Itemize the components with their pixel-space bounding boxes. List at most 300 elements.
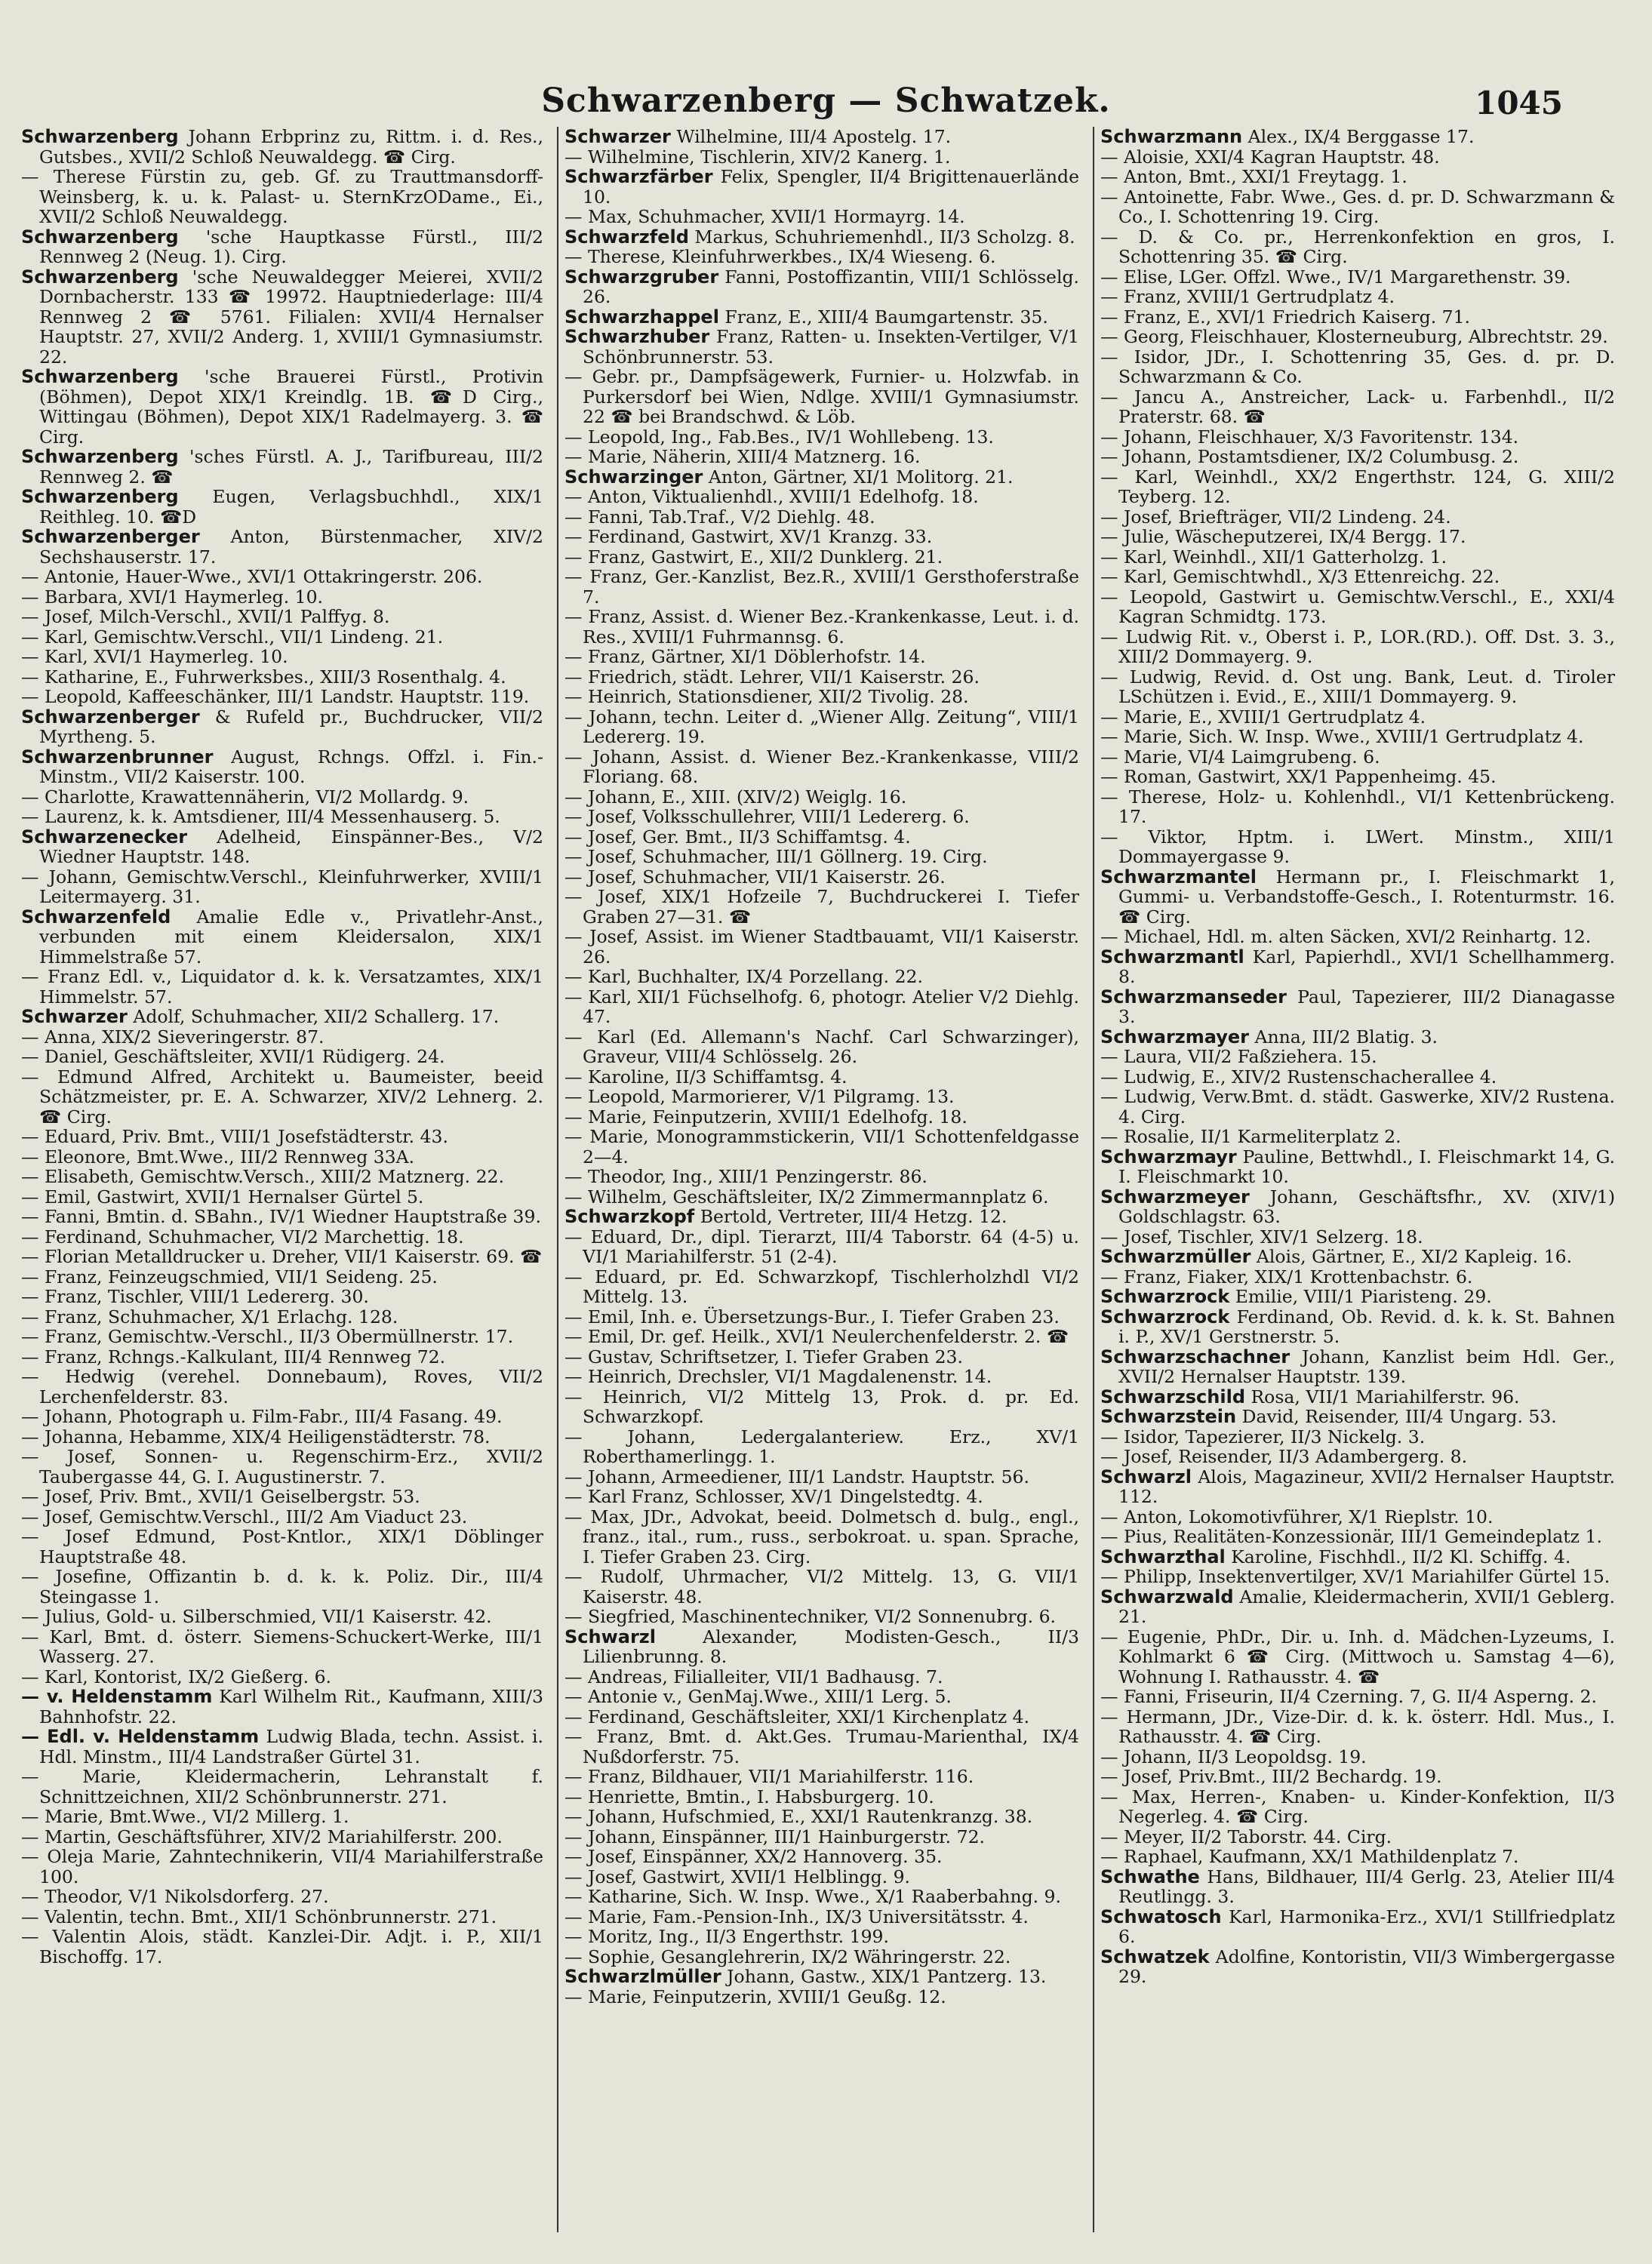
entry-surname: Schwatzek [1100,1946,1210,1967]
entry-details: — Friedrich, städt. Lehrer, VII/1 Kaiserstr. 26. [565,666,980,688]
entry-details: Alois, Magazineur, XVII/2 Hernalser Hauptstr. 112. [1118,1466,1615,1507]
entry-details: — Meyer, II/2 Taborstr. 44. Cirg. [1100,1826,1392,1847]
entry-details: — Gebr. pr., Dampfsägewerk, Furnier- u. Holzwfab. in Purkersdorf bei Wien, Ndlge. XVIII/1 Gymnasiumstr. 22 ☎ bei Brandschwd. & Löb. [565,366,1079,427]
entry-details: — Leopold, Marmorierer, V/1 Pilgramg. 13. [565,1086,955,1107]
entry-details: Anton, Bürstenmacher, XIV/2 Sechshauserstr. 17. [39,526,543,568]
directory-entry [1100,1527,1615,1547]
entry-details: — Marie, Feinputzerin, XVIII/1 Edelhofg. 18. [565,1106,968,1127]
entry-details: 'sche Neuwaldegger Meierei, XVII/2 Dornbacherstr. 133 ☎ 19972. Hauptniederlage: III/4 Rennweg 2 ☎ 5761. Filialen: XVII/4 Hernalser Hauptstr. 27, XVII/2 Anderg. 1, XVIII/1 Gymnasiumstr. 22. [39,266,543,368]
directory-entry [21,707,543,747]
entry-surname: Schwatosch [1100,1906,1222,1927]
directory-entry [1100,1027,1615,1047]
directory-entry [1100,1387,1615,1407]
entry-details: — Anton, Lokomotivführer, X/1 Rieplstr. 10. [1100,1506,1494,1527]
directory-entry [565,1907,1079,1927]
directory-entry [1100,427,1615,448]
directory-entry [1100,787,1615,827]
directory-entry [565,1467,1079,1487]
entry-surname: Schwarzl [565,1626,656,1647]
entry-details: Paul, Tapezierer, III/2 Dianagasse 3. [1118,986,1615,1027]
entry-details: — Heinrich, Stationsdiener, XII/2 Tivolig. 28. [565,686,969,707]
entry-details: — Karl, Gemischtw.Verschl., VII/1 Lindeng. 21. [21,626,444,648]
entry-details: — Johanna, Hebamme, XIX/4 Heiligenstädterstr. 78. [21,1426,491,1447]
entry-details: Amalie, Kleidermacherin, XVII/1 Geblerg. 21. [1118,1586,1615,1627]
entry-details: — Ferdinand, Gastwirt, XV/1 Kranzg. 33. [565,526,933,547]
directory-entry [565,487,1079,507]
directory-entry [1100,1467,1615,1507]
entry-details: — Aloisie, XXI/4 Kagran Hauptstr. 48. [1100,146,1440,168]
entry-surname: Schwarzenberg [21,446,179,467]
entry-details: — Karl, XII/1 Füchselhofg. 6, photogr. Atelier V/2 Diehlg. 47. [565,986,1079,1027]
entry-surname: — v. Heldenstamm [21,1686,213,1707]
directory-entry [21,167,543,227]
entry-details: — Marie, Sich. W. Insp. Wwe., XVIII/1 Gertrudplatz 4. [1100,726,1584,747]
directory-entry [21,1047,543,1067]
entry-details: — Florian Metalldrucker u. Dreher, VII/1 Kaiserstr. 69. ☎ [21,1246,543,1267]
entry-surname: Schwarzrock [1100,1286,1230,1307]
directory-entry [1100,507,1615,528]
directory-entry [565,1927,1079,1947]
entry-details: — Ludwig Rit. v., Oberst i. P., LOR.(RD.). Off. Dst. 3. 3., XIII/2 Dommayerg. 9. [1100,626,1615,667]
entry-details: — Elisabeth, Gemischtw.Versch., XIII/2 Matznerg. 22. [21,1166,504,1187]
directory-entry [21,1767,543,1807]
entry-details: — Josef, Priv.Bmt., III/2 Bechardg. 19. [1100,1766,1442,1787]
entry-surname: Schwarzmeyer [1100,1186,1250,1207]
directory-entry [21,1687,543,1727]
directory-entry [21,1907,543,1927]
directory-entry [1100,1907,1615,1947]
entry-details: Fanni, Postoffizantin, VIII/1 Schlösselg. 26. [583,266,1079,307]
directory-entry [565,127,1079,147]
entry-details: Pauline, Bettwhdl., I. Fleischmarkt 14, G. I. Fleischmarkt 10. [1118,1146,1615,1187]
entry-details: — Marie, Fam.-Pension-Inh., IX/3 Universitätsstr. 4. [565,1906,1029,1927]
entry-surname: Schwarzenbrunner [21,746,214,767]
directory-entry [1100,1707,1615,1747]
directory-entry [1100,727,1615,747]
directory-entry [565,867,1079,887]
directory-entry [1100,1787,1615,1827]
entry-surname: Schwarzer [21,1006,128,1027]
directory-entry [565,247,1079,267]
directory-entry [1100,147,1615,168]
entry-details: Karoline, Fischhdl., II/2 Kl. Schiffg. 4. [1231,1546,1571,1567]
entry-details: — Ferdinand, Geschäftsleiter, XXI/1 Kirchenplatz 4. [565,1706,1030,1727]
entry-details: — Wilhelmine, Tischlerin, XIV/2 Kanerg. 1. [565,146,951,168]
entry-details: Adelheid, Einspänner-Bes., V/2 Wiedner Hauptstr. 148. [39,826,543,867]
directory-entry [1100,327,1615,347]
directory-entry [21,1147,543,1167]
entry-details: — Johann, Armeediener, III/1 Landstr. Hauptstr. 56. [565,1466,1029,1487]
directory-column-2 [557,127,1079,2232]
directory-entry [1100,827,1615,867]
entry-details: — Johann, techn. Leiter d. „Wiener Allg. Zeitung“, VIII/1 Ledererg. 19. [565,706,1079,747]
entry-details: — Valentin Alois, städt. Kanzlei-Dir. Adjt. i. P., XII/1 Bischoffg. 17. [21,1926,543,1967]
directory-entry [21,1567,543,1607]
entry-details: Karl Wilhelm Rit., Kaufmann, XIII/3 Bahnhofstr. 22. [39,1686,543,1727]
directory-entry [1100,1847,1615,1867]
directory-entry [565,1967,1079,1987]
entry-details: — Franz, Tischler, VIII/1 Ledererg. 30. [21,1286,369,1307]
entry-details: — Josefine, Offizantin b. d. k. k. Poliz. Dir., III/4 Steingasse 1. [21,1566,543,1607]
entry-details: Johann, Gastw., XIX/1 Pantzerg. 13. [727,1966,1047,1987]
directory-entry [1100,1087,1615,1127]
directory-entry [1100,1587,1615,1627]
entry-surname: Schwarzenberg [21,226,179,248]
entry-surname: Schwarzschachner [1100,1346,1291,1367]
directory-entry [21,267,543,368]
entry-surname: Schwarzfärber [565,166,713,187]
entry-details: — Edmund Alfred, Architekt u. Baumeister, beeid Schätzmeister, pr. E. A. Schwarzer, XIV/2 Lehnerg. 2. ☎ Cirg. [21,1066,543,1127]
entry-details: — Daniel, Geschäftsleiter, XVII/1 Rüdigerg. 24. [21,1046,445,1067]
entry-details: Emilie, VIII/1 Piaristeng. 29. [1235,1286,1492,1307]
directory-entry [21,827,543,867]
entry-details: Hans, Bildhauer, III/4 Gerlg. 23, Atelier III/4 Reutlingg. 3. [1118,1866,1615,1907]
entry-details: Markus, Schuhriemenhdl., II/3 Scholzg. 8. [694,226,1075,248]
entry-surname: Schwarzenberg [21,486,179,507]
entry-details: — Antonie, Hauer-Wwe., XVI/1 Ottakringerstr. 206. [21,566,483,587]
entry-details: — Emil, Gastwirt, XVII/1 Hernalser Gürtel 5. [21,1186,424,1207]
directory-entry [1100,1627,1615,1687]
entry-details: Johann, Geschäftsfhr., XV. (XIV/1) Goldschlagstr. 63. [1118,1186,1615,1227]
entry-details: — Viktor, Hptm. i. LWert. Minstm., XIII/1 Dommayergasse 9. [1100,826,1615,867]
entry-details: — Julie, Wäscheputzerei, IX/4 Bergg. 17. [1100,526,1466,547]
directory-entry [1100,1147,1615,1187]
entry-details: — Katharine, E., Fuhrwerksbes., XIII/3 Rosenthalg. 4. [21,666,506,688]
entry-details: — Johann, Einspänner, III/1 Hainburgerstr. 72. [565,1826,985,1847]
entry-surname: Schwarzenfeld [21,906,171,927]
directory-entry [21,1427,543,1447]
entry-details: Rosa, VII/1 Mariahilferstr. 96. [1251,1386,1520,1407]
entry-details: — Marie, Monogrammstickerin, VII/1 Schottenfeldgasse 2—4. [565,1126,1079,1167]
entry-details: Eugen, Verlagsbuchhdl., XIX/1 Reithleg. 10. ☎D [39,486,543,528]
entry-surname: Schwathe [1100,1866,1200,1887]
entry-surname: Schwarzmantl [1100,946,1244,967]
entry-details: — Pius, Realitäten-Konzessionär, III/1 Gemeindeplatz 1. [1100,1526,1602,1547]
entry-details: 'sche Hauptkasse Fürstl., III/2 Rennweg 2 (Neug. 1). Cirg. [39,226,543,267]
entry-details: — Josef, Schuhmacher, VII/1 Kaiserstr. 26. [565,866,946,887]
directory-entry [565,1067,1079,1087]
page-number: 1045 [1475,85,1563,122]
entry-details: — Karl Franz, Schlosser, XV/1 Dingelstedtg. 4. [565,1486,983,1507]
entry-details: — Hermann, JDr., Vize-Dir. d. k. k. österr. Hdl. Mus., I. Rathausstr. 4. ☎ Cirg. [1100,1706,1615,1747]
directory-entry [1100,1747,1615,1767]
directory-entry [565,1847,1079,1867]
directory-entry [565,1607,1079,1627]
entry-surname: Schwarzlmüller [565,1966,721,1987]
directory-entry [565,567,1079,607]
directory-entry [1100,1867,1615,1907]
entry-details: — Johann, Hufschmied, E., XXI/1 Rautenkranzg. 38. [565,1806,1033,1827]
entry-details: — Josef, Gemischtw.Verschl., III/2 Am Viaduct 23. [21,1506,468,1527]
directory-entry [565,427,1079,448]
directory-entry [565,1267,1079,1307]
entry-details: — Siegfried, Maschinentechniker, VI/2 Sonnenubrg. 6. [565,1606,1057,1627]
entry-details: — Marie, VI/4 Laimgrubeng. 6. [1100,746,1380,767]
entry-details: Alex., IX/4 Berggasse 17. [1247,127,1475,147]
entry-surname: Schwarzenberger [21,526,200,547]
directory-entry [1100,707,1615,727]
directory-entry [565,1387,1079,1427]
directory-entry [21,1627,543,1667]
entry-details: — Franz, Feinzeugschmied, VII/1 Seideng. 25. [21,1266,438,1287]
entry-details: — Franz, Ger.-Kanzlist, Bez.R., XVIII/1 Gersthoferstraße 7. [565,566,1079,608]
directory-entry [1100,1447,1615,1467]
directory-entry [565,1307,1079,1327]
directory-entry [565,647,1079,667]
directory-entry [565,887,1079,927]
entry-details: — Oleja Marie, Zahntechnikerin, VII/4 Mariahilferstraße 100. [21,1846,543,1887]
directory-entry [565,207,1079,227]
entry-surname: Schwarzmantel [1100,866,1257,887]
entry-details: — Therese Fürstin zu, geb. Gf. zu Trauttmansdorff-Weinsberg, k. u. k. Palast- u. SternKrzODame., Ei., XVII/2 Schloß Neuwaldegg. [21,166,543,227]
entry-details: — Anna, XIX/2 Sieveringerstr. 87. [21,1026,325,1047]
directory-entry [1100,587,1615,627]
entry-details: — Michael, Hdl. m. alten Säcken, XVI/2 Reinhartg. 12. [1100,926,1592,947]
entry-details: Karl, Harmonika-Erz., XVI/1 Stillfriedplatz 6. [1118,1906,1615,1947]
directory-entry [1100,447,1615,467]
entry-details: — Josef, Assist. im Wiener Stadtbauamt, VII/1 Kaiserstr. 26. [565,926,1079,967]
directory-entry [565,507,1079,528]
directory-entry [1100,1687,1615,1707]
entry-details: — Karl, XVI/1 Haymerleg. 10. [21,646,288,667]
directory-entry [21,1807,543,1827]
entry-details: — Andreas, Filialleiter, VII/1 Badhausg. 7. [565,1666,943,1687]
entry-details: — Franz, Gärtner, XI/1 Döblerhofstr. 14. [565,646,926,667]
entry-details: Franz, E., XIII/4 Baumgartenstr. 35. [724,306,1048,328]
entry-details: — Laura, VII/2 Faßziehera. 15. [1100,1046,1377,1067]
directory-entry [21,967,543,1007]
entry-details: — Franz, Bildhauer, VII/1 Mariahilferstr. 116. [565,1766,974,1787]
directory-column-3 [1093,127,1615,2232]
directory-entry [565,1027,1079,1067]
entry-surname: Schwarzmüller [1100,1246,1251,1267]
directory-entry [565,1187,1079,1207]
entry-surname: Schwarzwald [1100,1586,1234,1607]
entry-details: — Karl, Kontorist, IX/2 Gießerg. 6. [21,1666,332,1687]
entry-details: — Philipp, Insektenvertilger, XV/1 Mariahilfer Gürtel 15. [1100,1566,1610,1587]
entry-details: Anna, III/2 Blatig. 3. [1254,1026,1438,1047]
directory-entry [21,1347,543,1367]
directory-entry [565,827,1079,847]
entry-details: — Barbara, XVI/1 Haymerleg. 10. [21,586,324,608]
directory-entry [21,1287,543,1307]
directory-entry [21,787,543,807]
entry-surname: Schwarzstein [1100,1406,1237,1427]
directory-entry [1100,1567,1615,1587]
directory-entry [21,1367,543,1407]
directory-entry [565,1787,1079,1807]
entry-surname: Schwarzmayer [1100,1026,1249,1047]
entry-details: — Josef, Gastwirt, XVII/1 Helblingg. 9. [565,1866,911,1887]
directory-entry [1100,127,1615,147]
directory-entry [21,1667,543,1687]
directory-entry [565,1427,1079,1467]
entry-surname: Schwarzenberg [21,266,179,288]
directory-entry [1100,167,1615,187]
directory-entry [565,1687,1079,1707]
directory-entry [21,687,543,707]
entry-surname: Schwarzgruber [565,266,719,288]
directory-entry [21,1167,543,1187]
entry-surname: Schwarzl [1100,1466,1192,1487]
directory-entry [565,1707,1079,1727]
entry-details: — Antonie v., GenMaj.Wwe., XIII/1 Lerg. 5. [565,1686,952,1707]
entry-details: — Isidor, JDr., I. Schottenring 35, Ges. d. pr. D. Schwarzmann & Co. [1100,346,1615,387]
directory-entry [1100,747,1615,767]
directory-entry [1100,767,1615,787]
entry-surname: Schwarzschild [1100,1386,1245,1407]
entry-details: — Johann, Ledergalanteriew. Erz., XV/1 Roberthamerlingg. 1. [565,1426,1079,1467]
entry-details: — Josef, Sonnen- u. Regenschirm-Erz., XVII/2 Taubergasse 44, G. I. Augustinerstr. 7. [21,1446,543,1487]
entry-details: — Johann, Photograph u. Film-Fabr., III/4 Fasang. 49. [21,1406,503,1427]
entry-details: — Leopold, Kaffeeschänker, III/1 Landstr. Hauptstr. 119. [21,686,530,707]
entry-details: — Franz, Rchngs.-Kalkulant, III/4 Rennweg 72. [21,1346,446,1367]
directory-entry [21,527,543,567]
directory-entry [21,1247,543,1267]
directory-entry [21,1727,543,1767]
entry-details: — Emil, Dr. gef. Heilk., XVI/1 Neulerchenfelderstr. 2. ☎ [565,1326,1069,1347]
entry-details: — Katharine, Sich. W. Insp. Wwe., X/1 Raaberbahng. 9. [565,1886,1061,1907]
directory-entry [21,667,543,688]
entry-details: — Johann, II/3 Leopoldsg. 19. [1100,1746,1367,1767]
entry-details: — Karl, Weinhdl., XX/2 Engerthstr. 124, G. XIII/2 Teyberg. 12. [1100,466,1615,507]
entry-details: — Karl, Gemischtwhdl., X/3 Ettenreichg. 22. [1100,566,1500,587]
entry-details: Felix, Spengler, II/4 Brigittenauerlände 10. [583,166,1079,208]
directory-entry [565,1167,1079,1187]
directory-entry [1100,1287,1615,1307]
entry-details: — Ludwig, Verw.Bmt. d. städt. Gaswerke, XIV/2 Rustena. 4. Cirg. [1100,1086,1615,1127]
directory-entry [1100,307,1615,328]
entry-details: August, Rchngs. Offzl. i. Fin.-Minstm., VII/2 Kaiserstr. 100. [39,746,543,787]
entry-details: — Eduard, Dr., dipl. Tierarzt, III/4 Taborstr. 64 (4-5) u. VI/1 Mariahilferstr. 51 (2-4). [565,1226,1079,1267]
directory-entry [565,167,1079,207]
entry-details: — Franz, Bmt. d. Akt.Ges. Trumau-Marienthal, IX/4 Nußdorferstr. 75. [565,1726,1079,1767]
directory-entry [1100,1547,1615,1567]
entry-details: — Martin, Geschäftsführer, XIV/2 Mariahilferstr. 200. [21,1826,503,1847]
entry-details: — Johann, Fleischhauer, X/3 Favoritenstr. 134. [1100,426,1519,448]
directory-entry [565,667,1079,688]
directory-entry [565,787,1079,807]
directory-entry [1100,1427,1615,1447]
directory-entry [565,1567,1079,1607]
directory-entry [565,527,1079,547]
entry-details: — Wilhelm, Geschäftsleiter, IX/2 Zimmermannplatz 6. [565,1186,1049,1207]
directory-entry [565,1507,1079,1567]
directory-entry [21,1267,543,1287]
entry-details: — Josef, Milch-Verschl., XVII/1 Palffyg. 8. [21,606,390,627]
entry-details: — Max, Schuhmacher, XVII/1 Hormayrg. 14. [565,206,965,227]
entry-details: Alois, Gärtner, E., XI/2 Kapleig. 16. [1256,1246,1572,1267]
directory-entry [21,367,543,447]
directory-entry [1100,947,1615,987]
entry-details: — Valentin, techn. Bmt., XII/1 Schönbrunnerstr. 271. [21,1906,497,1927]
entry-details: — Franz Edl. v., Liquidator d. k. k. Versatzamtes, XIX/1 Himmelstr. 57. [21,966,543,1007]
entry-details: — Therese, Kleinfuhrwerkbes., IX/4 Wieseng. 6. [565,246,996,267]
entry-details: — Isidor, Tapezierer, II/3 Nickelg. 3. [1100,1426,1426,1447]
directory-entry [565,927,1079,967]
directory-entry [1100,187,1615,227]
entry-details: — Josef, Schuhmacher, III/1 Göllnerg. 19. Cirg. [565,846,988,867]
directory-entry [21,747,543,787]
entry-details: — Josef, Volksschullehrer, VIII/1 Ledererg. 6. [565,806,970,827]
directory-entry [21,1207,543,1227]
directory-entry [565,327,1079,367]
entry-details: & Rufeld pr., Buchdrucker, VII/2 Myrtheng. 5. [39,706,543,747]
entry-surname: Schwarzmanseder [1100,986,1287,1007]
directory-entry [565,147,1079,168]
entry-details: — Anton, Viktualienhdl., XVIII/1 Edelhofg. 18. [565,486,979,507]
directory-entry [21,1887,543,1907]
directory-entry [565,307,1079,328]
entry-details: Adolf, Schuhmacher, XII/2 Schallerg. 17. [133,1006,500,1027]
directory-entry [565,367,1079,427]
entry-details: — Karl (Ed. Allemann's Nachf. Carl Schwarzinger), Graveur, VIII/4 Schlösselg. 26. [565,1026,1079,1067]
entry-details: — Eduard, Priv. Bmt., VIII/1 Josefstädterstr. 43. [21,1126,448,1147]
directory-entry [565,1627,1079,1667]
directory-entry [21,127,543,167]
directory-entry [1100,1127,1615,1147]
entry-details: — Josef, Ger. Bmt., II/3 Schiffamtsg. 4. [565,826,911,847]
directory-entry [1100,1407,1615,1427]
entry-details: — Gustav, Schriftsetzer, I. Tiefer Graben 23. [565,1346,963,1367]
entry-details: — Heinrich, VI/2 Mittelg 13, Prok. d. pr. Ed. Schwarzkopf. [565,1386,1079,1427]
directory-entry [21,1307,543,1327]
entry-details: — Fanni, Tab.Traf., V/2 Diehlg. 48. [565,506,875,528]
entry-details: — Karl, Buchhalter, IX/4 Porzellang. 22. [565,966,923,987]
directory-entry [565,1207,1079,1227]
directory-entry [565,1767,1079,1787]
entry-surname: Schwarzenberg [21,366,179,387]
entry-details: — Josef, Tischler, XIV/1 Selzerg. 18. [1100,1226,1423,1247]
entry-details: — Laurenz, k. k. Amtsdiener, III/4 Messenhauserg. 5. [21,806,500,827]
entry-details: Johann, Kanzlist beim Hdl. Ger., XVII/2 Hernalser Hauptstr. 139. [1118,1346,1615,1387]
entry-details: Hermann pr., I. Fleischmarkt 1, Gummi- u. Verbandstoffe-Gesch., I. Rotenturmstr. 16. ☎ Cirg. [1118,866,1615,927]
directory-entry [565,1947,1079,1967]
directory-entry [1100,547,1615,568]
entry-details: Ludwig Blada, techn. Assist. i. Hdl. Minstm., III/4 Landstraßer Gürtel 31. [39,1726,543,1767]
directory-entry [21,607,543,627]
entry-details: — Franz, Schuhmacher, X/1 Erlachg. 128. [21,1306,398,1327]
directory-entry [565,1987,1079,2007]
entry-details: — Eleonore, Bmt.Wwe., III/2 Rennweg 33A. [21,1146,415,1167]
directory-entry [565,1107,1079,1127]
directory-entry [565,707,1079,747]
entry-details: — Sophie, Gesanglehrerin, IX/2 Währingerstr. 22. [565,1946,1011,1967]
entry-surname: Schwarzmann [1100,127,1243,147]
entry-details: David, Reisender, III/4 Ungarg. 53. [1241,1406,1557,1427]
directory-entry [1100,1307,1615,1347]
entry-details: — Hedwig (verehel. Donnebaum), Roves, VII/2 Lerchenfelderstr. 83. [21,1366,543,1407]
directory-entry [565,447,1079,467]
directory-entry [565,747,1079,787]
entry-details: — Marie, Bmt.Wwe., VI/2 Millerg. 1. [21,1806,349,1827]
directory-entry [565,1367,1079,1387]
entry-surname: Schwarzer [565,127,671,147]
directory-entry [565,467,1079,488]
entry-details: — Rosalie, II/1 Karmeliterplatz 2. [1100,1126,1401,1147]
entry-details: — D. & Co. pr., Herrenkonfektion en gros, I. Schottenring 35. ☎ Cirg. [1100,226,1615,267]
directory-entry [1100,567,1615,587]
directory-entry [21,627,543,648]
directory-entry [565,687,1079,707]
directory-entry [1100,1767,1615,1787]
entry-details: — Moritz, Ing., II/3 Engerthstr. 199. [565,1926,889,1947]
directory-entry [21,587,543,608]
entry-details: Amalie Edle v., Privatlehr-Anst., verbunden mit einem Kleidersalon, XIX/1 Himmelstraße 57. [39,906,543,967]
directory-entry [21,1927,543,1967]
entry-details: — Franz, E., XVI/1 Friedrich Kaiserg. 71. [1100,306,1471,328]
directory-entry [1100,627,1615,667]
